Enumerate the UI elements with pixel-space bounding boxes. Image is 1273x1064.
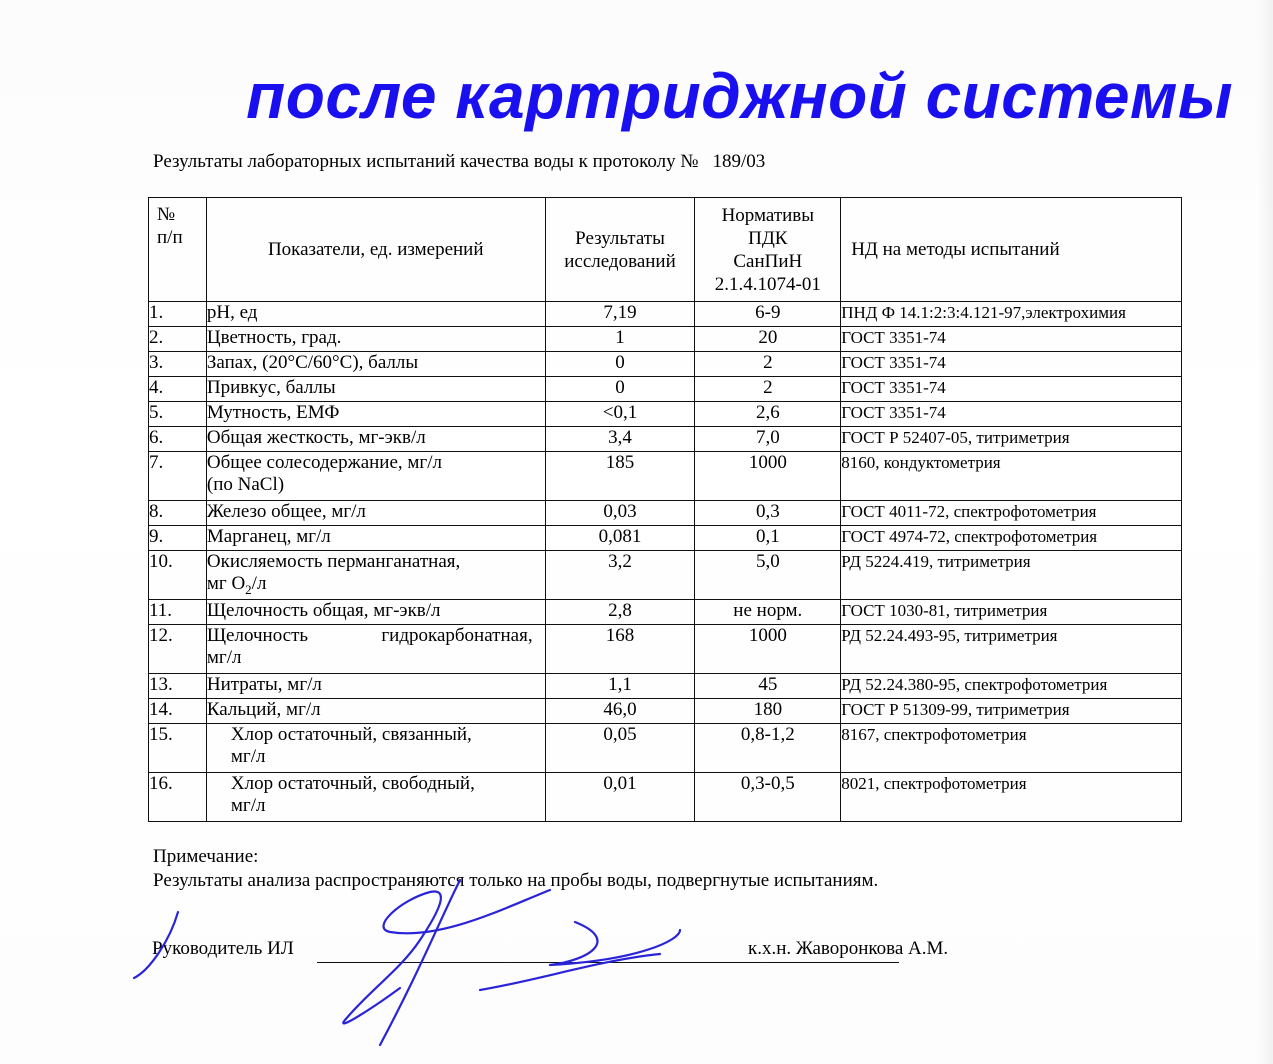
- row-indicator-word: гидрокарбонатная,: [381, 625, 533, 646]
- signatory-name: к.х.н. Жаворонкова А.М.: [748, 938, 949, 959]
- table-row: [149, 674, 1182, 699]
- row-indicator: Щелочность общая, мг-экв/л: [206, 600, 545, 625]
- row-number: 2.: [149, 327, 207, 352]
- row-indicator: [206, 551, 545, 600]
- row-method: ГОСТ Р 51309-99, титриметрия: [841, 699, 1182, 724]
- row-number: 13.: [149, 674, 207, 699]
- signatory-role: Руководитель ИЛ: [152, 938, 294, 959]
- row-method: ГОСТ 4011-72, спектрофотометрия: [841, 501, 1182, 526]
- row-number: 4.: [149, 377, 207, 402]
- row-norm: 0,8-1,2: [695, 724, 841, 773]
- row-indicator-line: [207, 625, 545, 647]
- row-number: 6.: [149, 427, 207, 452]
- row-method: ГОСТ 1030-81, титриметрия: [841, 600, 1182, 625]
- row-method: ГОСТ 3351-74: [841, 352, 1182, 377]
- row-norm: 1000: [695, 452, 841, 501]
- table-row: [149, 377, 1182, 402]
- table-row: [149, 724, 1182, 773]
- row-method: ГОСТ 4974-72, спектрофотометрия: [841, 526, 1182, 551]
- table-row: [149, 773, 1182, 822]
- row-norm: 2,6: [695, 402, 841, 427]
- row-indicator: Мутность, ЕМФ: [206, 402, 545, 427]
- row-number: 5.: [149, 402, 207, 427]
- row-indicator: Цветность, град.: [206, 327, 545, 352]
- row-result: <0,1: [545, 402, 695, 427]
- row-method: РД 52.24.493-95, титриметрия: [841, 625, 1182, 674]
- header-method: НД на методы испытаний: [841, 198, 1182, 302]
- row-result: 168: [545, 625, 695, 674]
- row-result: 2,8: [545, 600, 695, 625]
- table-row: [149, 427, 1182, 452]
- header-norm: [695, 198, 841, 302]
- row-norm: не норм.: [695, 600, 841, 625]
- row-result: 3,4: [545, 427, 695, 452]
- table-row: [149, 699, 1182, 724]
- row-norm: 45: [695, 674, 841, 699]
- header-number-line: №: [157, 204, 176, 225]
- row-method: РД 52.24.380-95, спектрофотометрия: [841, 674, 1182, 699]
- table-row: [149, 327, 1182, 352]
- table-header-row: [149, 198, 1182, 302]
- row-indicator-line: Хлор остаточный, связанный,: [230, 724, 472, 745]
- note-text: Результаты анализа распространяются только на пробы воды, подвергнутые испытаниям.: [153, 870, 879, 891]
- row-number: 10.: [149, 551, 207, 600]
- row-number: 9.: [149, 526, 207, 551]
- formula-subscript: 2: [245, 581, 252, 597]
- note-label: Примечание:: [153, 846, 259, 867]
- row-norm: 5,0: [695, 551, 841, 600]
- row-result: 7,19: [545, 302, 695, 327]
- row-indicator-line: Общее солесодержание, мг/л: [206, 452, 442, 473]
- row-indicator: Нитраты, мг/л: [206, 674, 545, 699]
- results-table: [148, 197, 1182, 822]
- row-norm: 7,0: [695, 427, 841, 452]
- row-method: ГОСТ Р 52407-05, титриметрия: [841, 427, 1182, 452]
- row-indicator-line: (по NaCl): [206, 474, 285, 495]
- table-row: [149, 352, 1182, 377]
- scan-edge: [1257, 0, 1273, 1064]
- row-result: 3,2: [545, 551, 695, 600]
- row-indicator-line: Окисляемость перманганатная,: [206, 551, 461, 572]
- header-result-line: Результаты: [575, 227, 665, 249]
- row-method: ПНД Ф 14.1:2:3:4.121-97,электрохимия: [841, 302, 1182, 327]
- row-indicator: Железо общее, мг/л: [206, 501, 545, 526]
- formula-unit: /л: [251, 573, 267, 594]
- row-result: 0,03: [545, 501, 695, 526]
- row-method: ГОСТ 3351-74: [841, 327, 1182, 352]
- row-result: 185: [545, 452, 695, 501]
- table-row: [149, 452, 1182, 501]
- header-norm-line: Нормативы: [721, 204, 815, 226]
- row-method: ГОСТ 3351-74: [841, 377, 1182, 402]
- row-result: 0,01: [545, 773, 695, 822]
- row-result: 0: [545, 352, 695, 377]
- row-number: 15.: [149, 724, 207, 773]
- row-indicator-line: [207, 573, 545, 595]
- row-number: 8.: [149, 501, 207, 526]
- signature-stroke: [550, 922, 680, 965]
- subtitle-text: Результаты лабораторных испытаний качества воды к протоколу №: [153, 151, 699, 172]
- header-indicator: Показатели, ед. измерений: [206, 198, 545, 302]
- header-number-line: п/п: [157, 227, 183, 248]
- row-number: 12.: [149, 625, 207, 674]
- row-number: 16.: [149, 773, 207, 822]
- row-indicator: Общая жесткость, мг-экв/л: [206, 427, 545, 452]
- row-norm: 0,3-0,5: [695, 773, 841, 822]
- protocol-number: 189/03: [712, 151, 766, 172]
- row-indicator: Запах, (20°С/60°С), баллы: [206, 352, 545, 377]
- row-method: 8167, спектрофотометрия: [841, 724, 1182, 773]
- table-row: [149, 501, 1182, 526]
- row-norm: 0,1: [695, 526, 841, 551]
- row-method: 8021, спектрофотометрия: [841, 773, 1182, 822]
- row-number: 3.: [149, 352, 207, 377]
- row-indicator-line: мг/л: [230, 746, 266, 767]
- row-result: 1: [545, 327, 695, 352]
- header-norm-line: 2.1.4.1074-01: [714, 273, 821, 295]
- row-norm: 180: [695, 699, 841, 724]
- row-result: 0: [545, 377, 695, 402]
- row-norm: 20: [695, 327, 841, 352]
- subtitle: [153, 150, 765, 174]
- table-row: [149, 625, 1182, 674]
- row-indicator-line: Хлор остаточный, свободный,: [230, 773, 475, 794]
- signature-stroke: [134, 912, 178, 978]
- header-norm-line: ПДК: [748, 227, 788, 249]
- row-result: 0,081: [545, 526, 695, 551]
- row-number: 11.: [149, 600, 207, 625]
- row-indicator-line: мг/л: [206, 647, 242, 668]
- table-row: [149, 302, 1182, 327]
- row-indicator: Привкус, баллы: [206, 377, 545, 402]
- signature-stroke: [480, 954, 660, 990]
- formula-text: мг О: [206, 573, 246, 594]
- row-norm: 6-9: [695, 302, 841, 327]
- row-norm: 2: [695, 377, 841, 402]
- header-result-line: исследований: [564, 250, 676, 272]
- signature-stroke: [380, 880, 460, 1045]
- row-norm: 1000: [695, 625, 841, 674]
- row-result: 1,1: [545, 674, 695, 699]
- row-norm: 0,3: [695, 501, 841, 526]
- row-method: 8160, кондуктометрия: [841, 452, 1182, 501]
- row-method: РД 5224.419, титриметрия: [841, 551, 1182, 600]
- row-indicator-word: Щелочность: [206, 625, 309, 646]
- row-result: 0,05: [545, 724, 695, 773]
- row-method: ГОСТ 3351-74: [841, 402, 1182, 427]
- table-row: [149, 526, 1182, 551]
- row-norm: 2: [695, 352, 841, 377]
- table-row: [149, 551, 1182, 600]
- row-indicator: [206, 625, 545, 674]
- row-indicator: [206, 773, 545, 822]
- row-number: 1.: [149, 302, 207, 327]
- headline: после картриджной системы: [246, 60, 1233, 132]
- table-row: [149, 402, 1182, 427]
- row-number: 7.: [149, 452, 207, 501]
- row-indicator: Кальций, мг/л: [206, 699, 545, 724]
- row-indicator: [206, 452, 545, 501]
- table-row: [149, 600, 1182, 625]
- handwritten-signature: [120, 870, 720, 1060]
- header-result: [545, 198, 695, 302]
- row-result: 46,0: [545, 699, 695, 724]
- row-indicator: [206, 724, 545, 773]
- header-norm-line: СанПиН: [733, 250, 803, 272]
- row-indicator-line: мг/л: [230, 795, 266, 816]
- row-indicator: Марганец, мг/л: [206, 526, 545, 551]
- header-number: [149, 198, 207, 302]
- row-indicator: рН, ед: [206, 302, 545, 327]
- row-number: 14.: [149, 699, 207, 724]
